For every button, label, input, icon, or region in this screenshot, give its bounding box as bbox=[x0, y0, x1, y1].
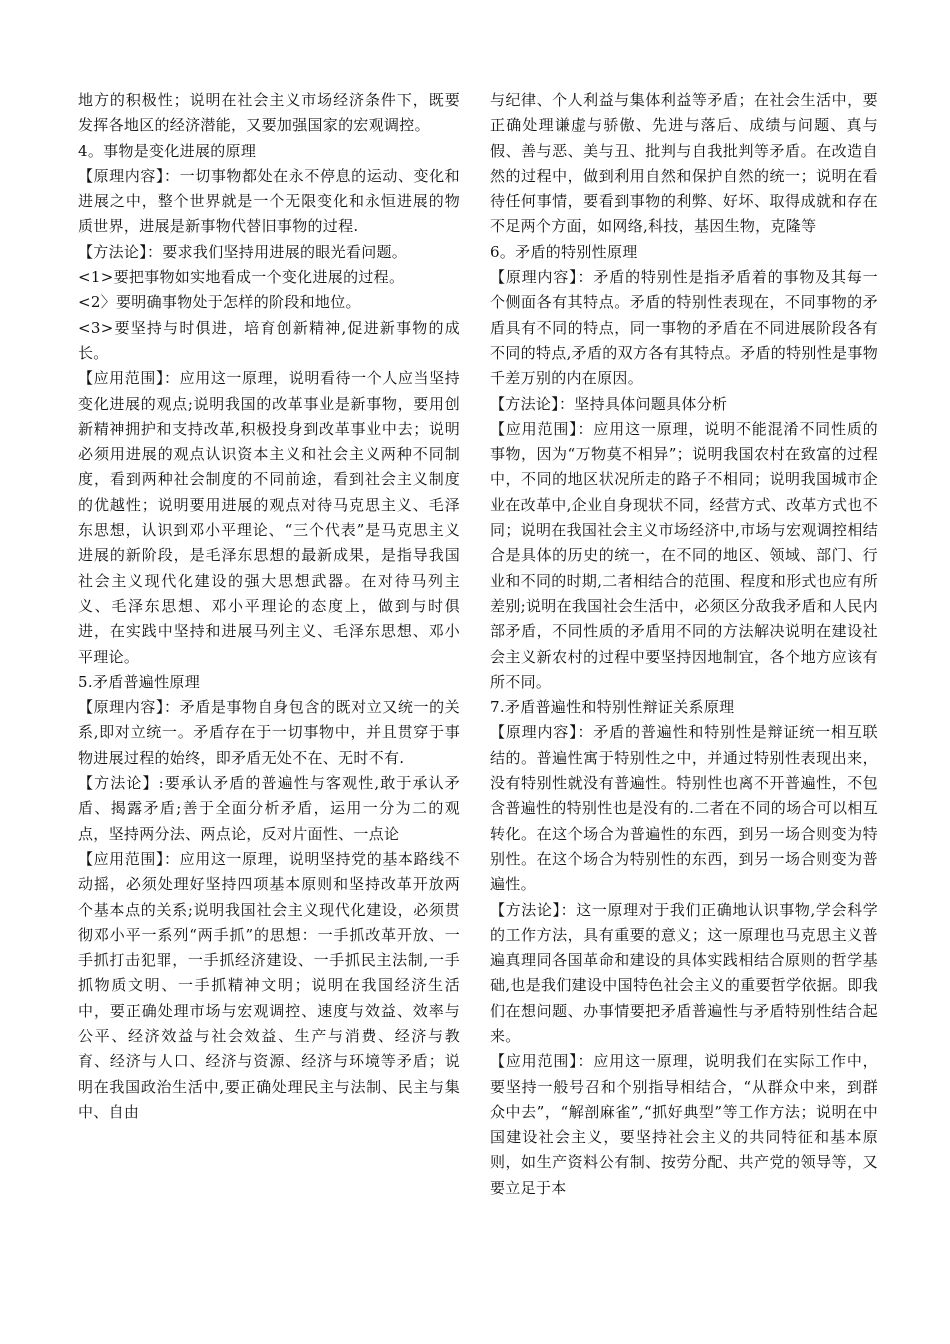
paragraph: <3>要坚持与时俱进，培育创新精神,促进新事物的成长。 bbox=[78, 318, 460, 362]
paragraph: 【方法论】：坚持具体问题具体分析 bbox=[490, 394, 728, 413]
paragraph: <2〉要明确事物处于怎样的阶段和地位。 bbox=[78, 293, 361, 312]
paragraph: 【原理内容】：矛盾的普遍性和特别性是辩证统一相互联结的。普遍性寓于特别性之中，并通过特别性表现出来，没有特别性就没有普遍性。特别性也离不开普遍性，不包含普遍性的特别性也是没有的.二者在不同的场合可以相互转化。在这个场合为普遍性的东西，到另一场合则变为特别性。在这个场合为特别性的东西，到另一场合则变为普遍性。 bbox=[490, 723, 878, 894]
section-heading: 4。事物是变化进展的原理 bbox=[78, 141, 257, 160]
paragraph: 【应用范围】：应用这一原理，说明我们在实际工作中，要坚持一般号召和个别指导相结合，“从群众中来，到群众中去”，“解剖麻雀”,“抓好典型”等工作方法；说明在中国建设社会主义，要坚持社会主义的共同特征和基本原则，如生产资料公有制、按劳分配、共产党的领导等，又要立足于本 bbox=[490, 1052, 878, 1197]
right-column bbox=[490, 88, 878, 1268]
section-heading: 5.矛盾普遍性原理 bbox=[78, 672, 201, 691]
section-heading: 6。矛盾的特别性原理 bbox=[490, 242, 638, 261]
paragraph: 【原理内容】：矛盾是事物自身包含的既对立又统一的关系,即对立统一。矛盾存在于一切事物中，并且贯穿于事物进展过程的始终，即矛盾无处不在、无时不有. bbox=[78, 698, 460, 767]
paragraph: 【方法论】：这一原理对于我们正确地认识事物,学会科学的工作方法，具有重要的意义；这一原理也马克思主义普遍真理同各国革命和建设的具体实践相结合原则的哲学基础,也是我们建设中国特色社会主义的重要哲学依据。即我们在想问题、办事情要把矛盾普遍性与矛盾特别性结合起来。 bbox=[490, 900, 878, 1045]
paragraph: 地方的积极性；说明在社会主义市场经济条件下，既要发挥各地区的经济潜能，又要加强国家的宏观调控。 bbox=[78, 91, 460, 135]
paragraph: 【应用范围】：应用这一原理，说明看待一个人应当坚持变化进展的观点;说明我国的改革事业是新事物，要用创新精神拥护和支持改革,积极投身到改革事业中去；说明必须用进展的观点认识资本主义和社会主义两种不同制度，看到两种社会制度的不同前途，看到社会主义制度的优越性；说明要用进展的观点对待马克思主义、毛泽东思想，认识到邓小平理论、“三个代表”是马克思主义进展的新阶段，是毛泽东思想的最新成果，是指导我国社会主义现代化建设的强大思想武器。在对待马列主义、毛泽东思想、邓小平理论的态度上，做到与时俱进，在实践中坚持和进展马列主义、毛泽东思想、邓小平理论。 bbox=[78, 369, 460, 666]
paragraph: 【原理内容】：一切事物都处在永不停息的运动、变化和进展之中，整个世界就是一个无限变化和永恒进展的物质世界，进展是新事物代替旧事物的过程. bbox=[78, 166, 460, 236]
document-page bbox=[78, 88, 878, 1268]
paragraph: 【方法论】：要求我们坚持用进展的眼光看问题。 bbox=[78, 242, 408, 261]
left-column bbox=[78, 88, 460, 1268]
paragraph: <1>要把事物如实地看成一个变化进展的过程。 bbox=[78, 268, 405, 287]
paragraph: 【原理内容】：矛盾的特别性是指矛盾着的事物及其每一个侧面各有其特点。矛盾的特别性表现在，不同事物的矛盾具有不同的特点，同一事物的矛盾在不同进展阶段各有不同的特点,矛盾的双方各有其特点。矛盾的特别性是事物千差万别的内在原因。 bbox=[490, 268, 878, 388]
paragraph: 【方法论】:要承认矛盾的普遍性与客观性,敢于承认矛盾、揭露矛盾;善于全面分析矛盾，运用一分为二的观点，坚持两分法、两点论，反对片面性、一点论 bbox=[78, 774, 460, 843]
paragraph: 【应用范围】：应用这一原理，说明不能混淆不同性质的事物，因为“万物莫不相异”；说明我国农村在致富的过程中，不同的地区状况所走的路子不相同；说明我国城市企业在改革中,企业自身现状不同，经营方式、改革方式也不同；说明在我国社会主义市场经济中,市场与宏观调控相结合是具体的历史的统一，在不同的地区、领域、部门、行业和不同的时期,二者相结合的范围、程度和形式也应有所差别;说明在我国社会生活中，必须区分敌我矛盾和人民内部矛盾，不同性质的矛盾用不同的方法解决说明在建设社会主义新农村的过程中要坚持因地制宜，各个地方应该有所不同。 bbox=[490, 419, 878, 691]
section-heading: 7.矛盾普遍性和特别性辩证关系原理 bbox=[490, 698, 735, 717]
paragraph: 【应用范围】：应用这一原理，说明坚持党的基本路线不动摇，必须处理好坚持四项基本原则和坚持改革开放两个基本点的关系;说明我国社会主义现代化建设，必须贯彻邓小平一系列“两手抓”的思想：一手抓改革开放、一手抓打击犯罪，一手抓经济建设、一手抓民主法制,一手抓物质文明、一手抓精神文明；说明在我国经济生活中，要正确处理市场与宏观调控、速度与效益、效率与公平、经济效益与社会效益、生产与消费、经济与教育、经济与人口、经济与资源、经济与环境等矛盾；说明在我国政治生活中,要正确处理民主与法制、民主与集中、自由 bbox=[78, 849, 460, 1121]
paragraph: 与纪律、个人利益与集体利益等矛盾；在社会生活中，要正确处理谦虚与骄傲、先进与落后、成绩与问题、真与假、善与恶、美与丑、批判与自我批判等矛盾。在改造自然的过程中，做到利用自然和保护自然的统一；说明在看待任何事情，要看到事物的利弊、好坏、取得成就和存在不足两个方面，如网络,科技，基因生物，克隆等 bbox=[490, 91, 878, 236]
